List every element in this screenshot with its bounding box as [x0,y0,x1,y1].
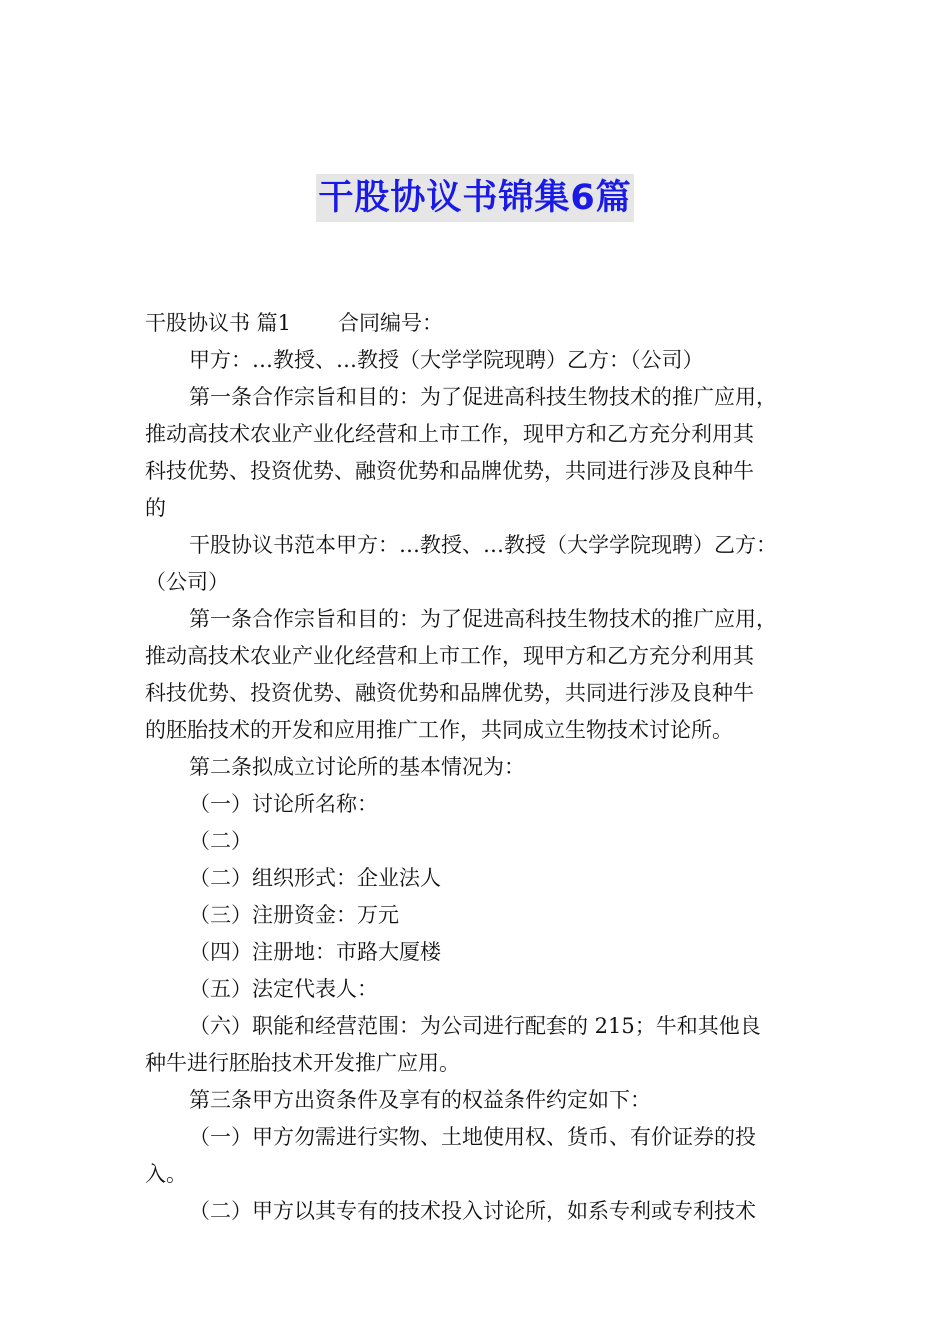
text-line: （四）注册地：市路大厦楼 [189,940,441,964]
text-line: 推动高技术农业产业化经营和上市工作，现甲方和乙方充分利用其 [145,644,754,668]
text-line: 第二条拟成立讨论所的基本情况为： [189,755,525,779]
text-line: 科技优势、投资优势、融资优势和品牌优势，共同进行涉及良种牛 [145,459,754,483]
section-heading: 干股协议书 篇1 [145,311,292,335]
text-line: 甲方：…教授、…教授（大学学院现聘）乙方：（公司） [189,348,704,372]
document-body [145,305,817,1230]
text-line: 种牛进行胚胎技术开发推广应用。 [145,1051,460,1075]
text-line: （三）注册资金：万元 [189,903,399,927]
text-line: （五）法定代表人： [189,977,378,1001]
text-line: （公司） [145,570,229,594]
text-line: （二）组织形式：企业法人 [189,866,441,890]
text-line: （一）甲方勿需进行实物、土地使用权、货币、有价证券的投 [189,1125,756,1149]
text-line: 的胚胎技术的开发和应用推广工作，共同成立生物技术讨论所。 [145,718,733,742]
contract-number-label: 合同编号： [338,311,444,335]
title-container [0,174,950,222]
text-line: 入。 [145,1162,187,1186]
text-line: 干股协议书范本甲方：…教授、…教授（大学学院现聘）乙方： [189,533,777,557]
text-line: （一）讨论所名称： [189,792,378,816]
document-title: 干股协议书锦集6篇 [316,174,633,222]
text-line: 推动高技术农业产业化经营和上市工作，现甲方和乙方充分利用其 [145,422,754,446]
text-line: 第一条合作宗旨和目的：为了促进高科技生物技术的推广应用， [189,385,777,409]
text-line: （二） [189,829,252,853]
text-line: （六）职能和经营范围：为公司进行配套的 215；牛和其他良 [189,1014,761,1038]
text-line: （二）甲方以其专有的技术投入讨论所，如系专利或专利技术 [189,1199,756,1223]
section-heading-line [145,305,817,342]
text-line: 第一条合作宗旨和目的：为了促进高科技生物技术的推广应用， [189,607,777,631]
text-line: 第三条甲方出资条件及享有的权益条件约定如下： [189,1088,651,1112]
text-line: 的 [145,496,166,520]
text-line: 科技优势、投资优势、融资优势和品牌优势，共同进行涉及良种牛 [145,681,754,705]
